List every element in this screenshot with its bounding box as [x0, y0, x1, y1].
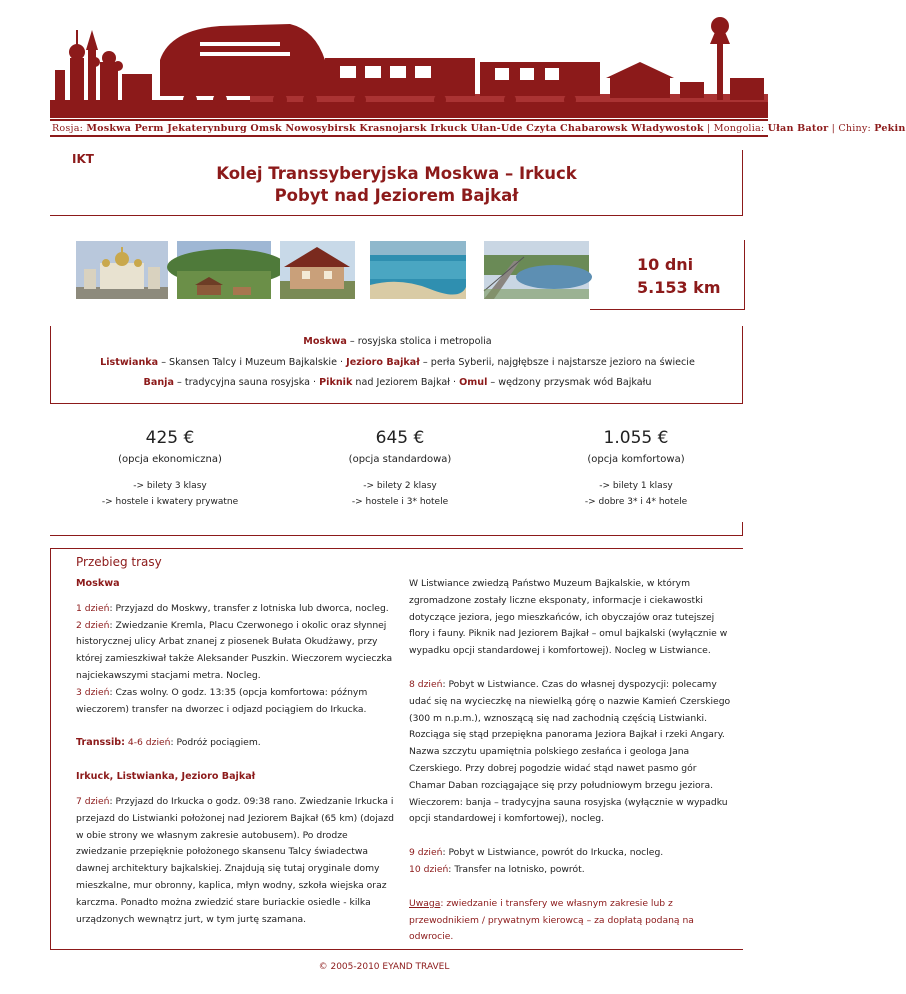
itinerary-day	[76, 618, 399, 685]
section-title: Moskwa	[76, 578, 120, 589]
day-text: : Transfer na lotnisko, powrót.	[448, 863, 585, 875]
price-amount: 1.055 €	[603, 428, 669, 448]
listvyanka-village-photo	[177, 241, 271, 299]
header-illustration	[50, 0, 768, 136]
highlights-box	[50, 326, 743, 404]
lake-baikal-shore-photo	[370, 241, 466, 299]
price-amount: 425 €	[145, 428, 195, 448]
day-label: 10 dzień	[409, 863, 449, 875]
itinerary-day	[409, 845, 731, 862]
price-tickets: -> bilety 3 klasy	[133, 481, 207, 491]
highlight-term: Moskwa	[303, 336, 347, 347]
day-label: 9 dzień	[409, 847, 443, 859]
kremlin-cathedral-photo	[76, 241, 168, 299]
route-separator: |	[707, 123, 711, 134]
train-banner-icon	[50, 0, 768, 118]
section-title: Irkuck, Listwianka, Jezioro Bajkał	[76, 771, 256, 783]
highlight-text: – tradycyjna sauna rosyjska ·	[173, 377, 320, 388]
highlight-term: Piknik	[319, 377, 353, 388]
page-title: Kolej Transsyberyjska Moskwa – Irkuck	[216, 164, 577, 183]
price-lodging: -> hostele i 3* hotele	[351, 497, 449, 507]
route-mongolia-label: Mongolia:	[713, 123, 765, 134]
transsib-label: Transsib:	[76, 737, 125, 749]
day-label: 2 dzień	[76, 619, 110, 631]
itinerary-right-column	[409, 576, 731, 946]
highlight-line	[51, 377, 744, 388]
price-lodging: -> hostele i kwatery prywatne	[101, 497, 239, 507]
day-label: 7 dzień	[76, 795, 110, 807]
price-option-label: (opcja komfortowa)	[587, 454, 685, 465]
highlight-text: – perła Syberii, najgłębsze i najstarsze jezioro na świecie	[419, 357, 695, 368]
route-separator: |	[831, 123, 836, 134]
highlight-text: – rosyjska stolica i metropolia	[346, 336, 492, 347]
itinerary-paragraph: W Listwiance zwiedzą Państwo Muzeum Bajkalskie, w którym zgromadzone zostały liczne eksponaty, informacje i ciekawostki dotyczące jeziora, jego mieszkańców, ich obyczajów oraz tutejszej flory i fauny. Piknik nad Jeziorem Bajkał – omul bajkalski (wyłącznie w wypadku opcji standardowej i komfortowej). Nocleg w Listwiance.	[409, 578, 728, 657]
note	[409, 896, 731, 946]
highlight-term: Jezioro Bajkał	[346, 357, 420, 368]
day-text: : Podróż pociągiem.	[170, 737, 261, 749]
day-text: : Przyjazd do Irkucka o godz. 09:38 rano. Zwiedzanie Irkucka i przejazd do Listwianki położonej nad Jeziorem Bajkał (65 km) (dojazd w obie strony we własnym zakresie autobusem). Po drodze zwiedzanie przepięknie położonego skansenu Talcy świadectwa dawnej architektury bajkalskiej. Znajdują się tutaj oryginale domy mieszkalne, mur obronny, kaplica, młyn wodny, szkoła wiejska oraz karczma. Ponadto można zwiedzić stare buriackie osiedle - kilka urządzonych wewnątrz jurt, w tym jurtę szamana.	[76, 795, 394, 925]
itinerary-left-column	[76, 576, 399, 928]
day-label: 8 dzień	[409, 678, 443, 690]
price-options	[50, 420, 743, 524]
day-text: : Czas wolny. O godz. 13:35 (opcja komfortowa: późnym wieczorem) transfer na dworzec i odjazd pociągiem do Irkucka.	[76, 686, 368, 715]
note-label: Uwaga	[409, 897, 441, 909]
duration-distance: 5.153 km	[637, 278, 721, 297]
itinerary-section	[50, 548, 743, 950]
itinerary-day	[409, 862, 731, 879]
prices-border	[50, 522, 743, 536]
price-tickets: -> bilety 2 klasy	[363, 481, 437, 491]
note-text: : zwiedzanie i transfery we własnym zakresie lub z przewodnikiem / prywatnym kierowcą – za dopłatą podaną na odwrocie.	[409, 897, 694, 943]
brand-label: IKT	[72, 152, 94, 166]
price-option-economy	[70, 420, 270, 507]
route-mongolia-cities: Ułan Bator	[767, 123, 829, 134]
price-option-label: (opcja standardowa)	[348, 454, 452, 465]
itinerary-day	[409, 677, 731, 828]
day-text: : Pobyt w Listwiance. Czas do własnej dyspozycji: polecamy udać się na wycieczkę na niewielką górę o nazwie Kamień Czerskiego (300 m n.p.m.), wznoszącą się nad zachodnią częścią Listwianki. Rozciąga się stąd przepiękna panorama Jeziora Bajkał i rzeki Angary. Nazwa szczytu upamiętnia polskiego zesłańca i geologa Jana Czerskiego. Przy dobrej pogodzie widać stąd nawet pasmo gór Chamar Daban rozciągające się przy południowym brzegu jeziora. Wieczorem: banja – tradycyjna sauna rosyjska (wyłącznie w wypadku opcji standardowej i komfortowej), nocleg.	[409, 678, 731, 825]
day-text: : Przyjazd do Moskwy, transfer z lotniska lub dworca, nocleg.	[109, 602, 389, 614]
route-china-cities: Pekin	[874, 123, 906, 134]
itinerary-day	[76, 685, 399, 719]
page-subtitle: Pobyt nad Jeziorem Bajkał	[274, 186, 519, 205]
duration-days: 10 dni	[637, 255, 694, 274]
day-text: : Zwiedzanie Kremla, Placu Czerwonego i okolic oraz słynnej historycznej ulicy Arbat znanej z piosenek Bułata Okudżawy, przy której zamieszkiwał także Aleksander Puszkin. Wieczorem wycieczka najciekawszymi stacjami metra. Nocleg.	[76, 619, 393, 681]
title-block	[50, 150, 743, 216]
price-lodging: -> dobre 3* i 4* hotele	[584, 497, 688, 507]
itinerary-heading: Przebieg trasy	[76, 555, 162, 569]
highlight-term: Omul	[459, 377, 488, 388]
price-amount: 645 €	[375, 428, 425, 448]
route-russia-label: Rosja:	[52, 123, 84, 134]
route-russia-cities: Moskwa Perm Jekaterynburg Omsk Nowosybirsk Krasnojarsk Irkuck Ułan-Ude Czyta Chabarowsk Władywostok	[86, 123, 704, 134]
wooden-house-photo	[280, 241, 355, 299]
itinerary-day	[76, 735, 399, 752]
highlight-term: Listwianka	[100, 357, 159, 368]
day-text: : Pobyt w Listwiance, powrót do Irkucka, nocleg.	[442, 847, 664, 859]
duration-box	[590, 240, 745, 310]
day-label: 1 dzień	[76, 602, 110, 614]
highlight-text: – wędzony przysmak wód Bajkału	[487, 377, 652, 388]
highlight-text: nad Jeziorem Bajkał ·	[352, 377, 460, 388]
railway-lake-photo	[484, 241, 589, 299]
footer-copyright: © 2005-2010 EYAND TRAVEL	[318, 962, 450, 972]
price-option-comfort	[536, 420, 736, 507]
highlight-line	[51, 336, 744, 347]
route-china-label: Chiny:	[838, 123, 871, 134]
itinerary-day	[76, 794, 399, 928]
route-bar	[50, 119, 906, 137]
highlight-text: – Skansen Talcy i Muzeum Bajkalskie ·	[158, 357, 347, 368]
highlight-term: Banja	[143, 377, 174, 388]
day-label: 3 dzień	[76, 686, 110, 698]
price-option-standard	[300, 420, 500, 507]
price-option-label: (opcja ekonomiczna)	[118, 454, 222, 465]
price-tickets: -> bilety 1 klasy	[599, 481, 673, 491]
day-label: 4-6 dzień	[124, 737, 171, 749]
itinerary-day	[76, 601, 399, 618]
highlight-line	[51, 357, 744, 368]
